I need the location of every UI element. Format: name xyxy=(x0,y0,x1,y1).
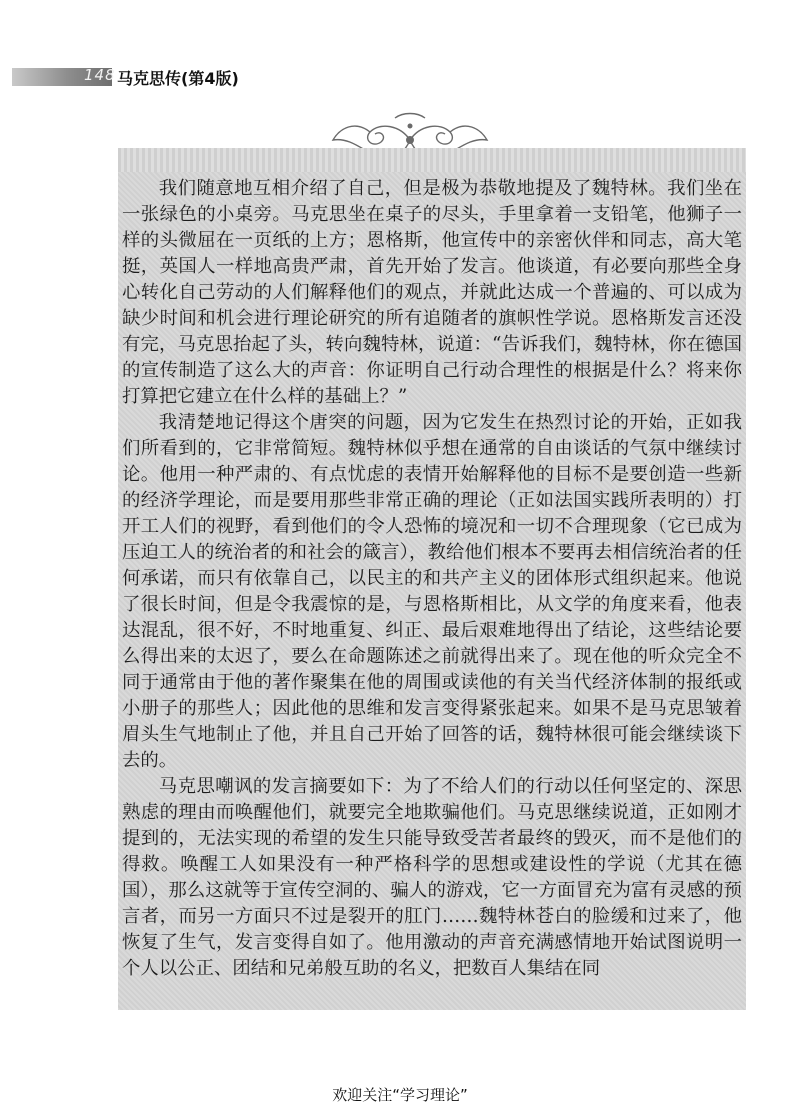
paragraph: 我清楚地记得这个唐突的问题，因为它发生在热烈讨论的开始，正如我们所看到的，它非常简短。魏特林似乎想在通常的自由谈话的气氛中继续讨论。他用一种严肃的、有点忧虑的表情开始解释他的目标不是要创造一些新的经济学理论，而是要用那些非常正确的理论（正如法国实践所表明的）打开工人们的视野，看到他们的令人恐怖的境况和一切不合理现象（它已成为压迫工人的统治者的和社会的箴言），教给他们根本不要再去相信统治者的任何承诺，而只有依靠自己，以民主的和共产主义的团体形式组织起来。他说了很长时间，但是令我震惊的是，与恩格斯相比，从文学的角度来看，他表达混乱，很不好，不时地重复、纠正、最后艰难地得出了结论，这些结论要么得出来的太迟了，要么在命题陈述之前就得出来了。现在他的听众完全不同于通常由于他的著作聚集在他的周围或读他的有关当代经济体制的报纸或小册子的那些人；因此他的思维和发言变得紧张起来。如果不是马克思皱着眉头生气地制止了他，并且自己开始了回答的话，魏特林很可能会继续谈下去的。 xyxy=(122,412,742,771)
footer-text: 欢迎关注“学习理论” xyxy=(332,1086,468,1104)
panel-top-stripe xyxy=(118,148,746,172)
page-number: 148 xyxy=(84,66,116,84)
book-title: 马克思传(第4版) xyxy=(117,69,239,88)
paragraph: 马克思嘲讽的发言摘要如下：为了不给人们的行动以任何坚定的、深思熟虑的理由而唤醒他们，就要完全地欺骗他们。马克思继续说道，正如刚才提到的，无法实现的希望的发生只能导致受苦者最终的毁灭，而不是他们的得救。唤醒工人如果没有一种严格科学的思想或建设性的学说（尤其在德国），那么这就等于宣传空洞的、骗人的游戏，它一方面冒充为富有灵感的预言者，而另一方面只不过是裂开的肛门……魏特林苍白的脸缓和过来了，他恢复了生气，发言变得自如了。他用激动的声音充满感情地开始试图说明一个人以公正、团结和兄弟般互助的名义，把数百人集结在同 xyxy=(122,776,742,979)
paragraph: 我们随意地互相介绍了自己，但是极为恭敬地提及了魏特林。我们坐在一张绿色的小桌旁。马克思坐在桌子的尽头，手里拿着一支铅笔，他狮子一样的头微屈在一页纸的上方；恩格斯，他宣传中的亲密伙伴和同志，高大笔挺，英国人一样地高贵严肃，首先开始了发言。他谈道，有必要向那些全身心转化自己劳动的人们解释他们的观点，并就此达成一个普遍的、可以成为缺少时间和机会进行理论研究的所有追随者的旗帜性学说。恩格斯发言还没有完，马克思抬起了头，转向魏特林，说道：“告诉我们，魏特林，你在德国的宣传制造了这么大的声音：你证明自己行动合理性的根据是什么？将来你打算把它建立在什么样的基础上？” xyxy=(122,178,742,407)
body-text xyxy=(122,176,742,982)
